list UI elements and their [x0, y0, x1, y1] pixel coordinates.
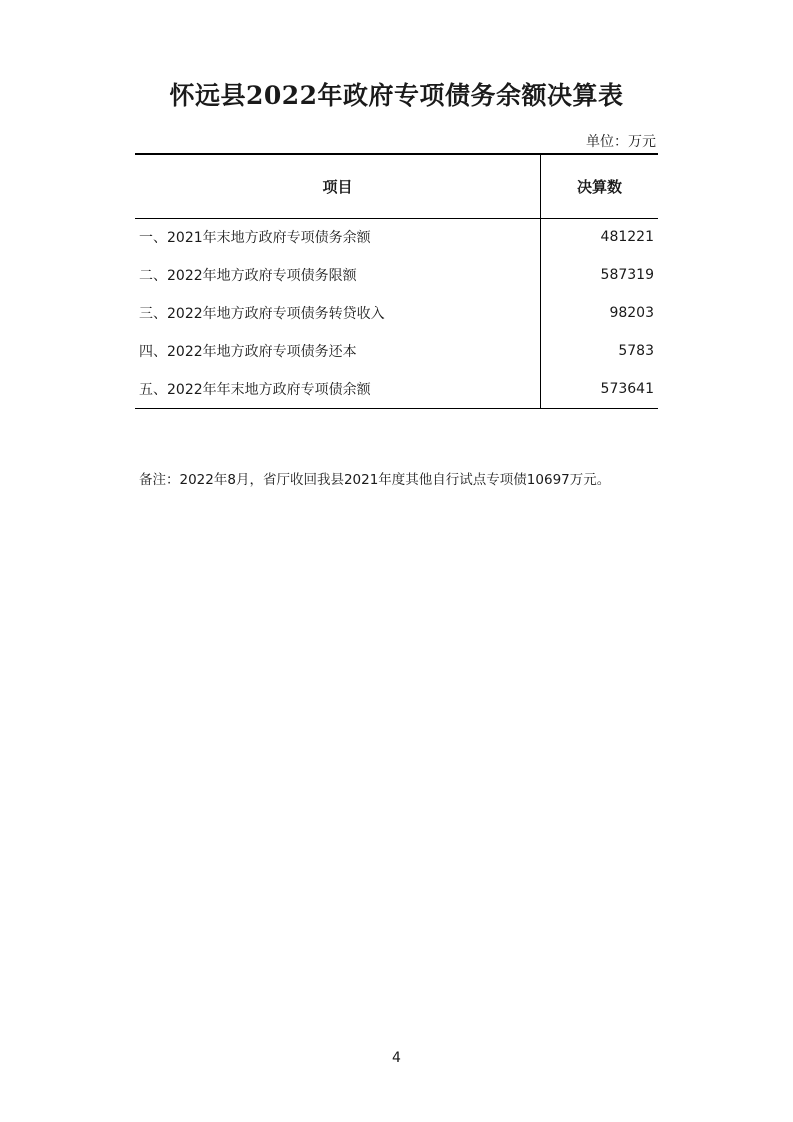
row-item-cell: 四、2022年地方政府专项债务还本: [139, 344, 357, 360]
row-amount-cell: 5783: [541, 332, 658, 370]
table-header: [135, 154, 658, 218]
page-title: 怀远县2022年政府专项债务余额决算表: [169, 81, 624, 110]
unit-label: 单位：万元: [586, 134, 656, 150]
table-body: [135, 218, 658, 408]
row-amount-cell: 98203: [541, 294, 658, 332]
footnote: 备注：2022年8月，省厅收回我县2021年度其他自行试点专项债10697万元。: [139, 472, 611, 488]
column-header-amount: 决算数: [541, 154, 658, 218]
row-amount-cell: 587319: [541, 256, 658, 294]
budget-table-container: [135, 153, 658, 409]
row-item-cell: 五、2022年年末地方政府专项债余额: [135, 370, 541, 408]
budget-table: [135, 153, 658, 409]
row-item-cell: 一、2021年末地方政府专项债务余额: [139, 230, 371, 247]
table-row: [135, 370, 658, 408]
header-row: [135, 154, 658, 218]
page-number: 4: [392, 1050, 401, 1066]
table-row: [135, 294, 658, 332]
table-row: [135, 332, 658, 370]
table-row: [135, 256, 658, 294]
row-amount-cell: 481221: [541, 218, 658, 256]
row-amount-cell: 573641: [541, 370, 658, 408]
table-row: [135, 218, 658, 256]
column-header-item: 项目: [135, 154, 541, 218]
row-item-cell: 二、2022年地方政府专项债务限额: [139, 268, 357, 284]
row-item-cell: 三、2022年地方政府专项债务转贷收入: [139, 306, 385, 322]
